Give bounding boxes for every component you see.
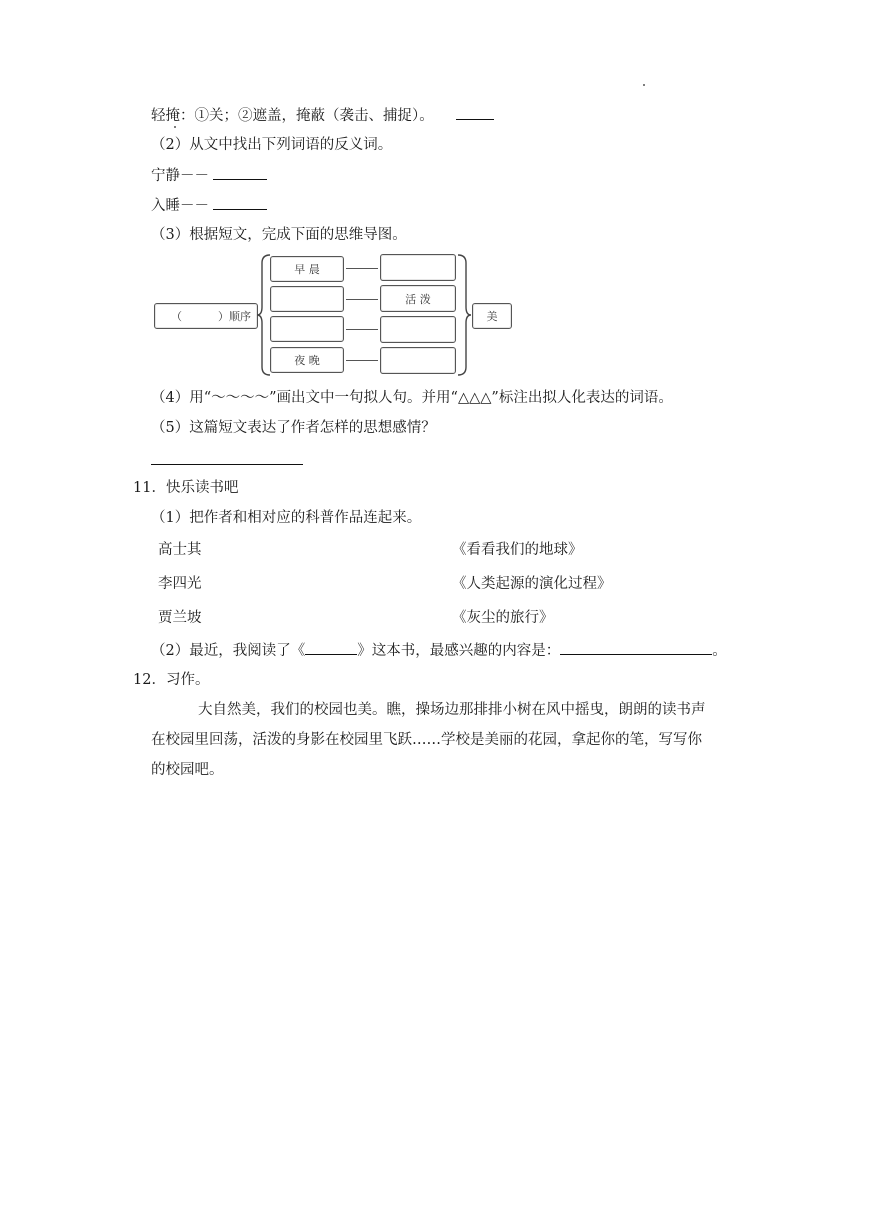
- q10-sub2: （2）从文中找出下列词语的反义词。: [151, 137, 393, 153]
- mindmap-left-box-4: [270, 347, 344, 373]
- antonym-ningjing-label: 宁静－－: [151, 168, 209, 184]
- mindmap-root-open: （: [171, 310, 182, 323]
- mindmap-right-box-3[interactable]: [380, 316, 456, 343]
- antonym-rushui-blank[interactable]: [213, 195, 267, 210]
- q12-paragraph-line-2: 在校园里回荡，活泼的身影在校园里飞跃……学校是美丽的花园，拿起你的笔，写写你: [151, 732, 702, 748]
- q10-sub5-answer-line[interactable]: [151, 450, 303, 465]
- mindmap-right-box-2: [380, 285, 456, 312]
- author-3[interactable]: 贾兰坡: [158, 610, 202, 626]
- mindmap-left-box-1-label: 早 晨: [294, 263, 320, 276]
- work-2[interactable]: 《人类起源的演化过程》: [452, 576, 612, 592]
- author-1[interactable]: 高士其: [158, 542, 202, 558]
- work-1[interactable]: 《看看我们的地球》: [452, 542, 583, 558]
- q10-sub4: （4）用“～～～～”画出文中一句拟人句。并用“△△△”标注出拟人化表达的词语。: [151, 390, 673, 406]
- antonym-ningjing: [151, 165, 267, 186]
- q11-title: 11．快乐读书吧: [133, 480, 239, 496]
- mindmap-connector-4: [346, 360, 378, 361]
- q11-sub2-text-b: 》这本书，最感兴趣的内容是：: [357, 643, 561, 659]
- mindmap-root-close: ）顺序: [218, 310, 251, 323]
- qingyan-text: 轻掩：①关；②遮盖，掩蔽（袭击、捕捉）。: [151, 108, 434, 124]
- work-3[interactable]: 《灰尘的旅行》: [452, 610, 554, 626]
- qingyan-definition: [151, 105, 494, 126]
- emphasis-dot: [174, 126, 176, 128]
- q12-title: 12．习作。: [133, 672, 210, 688]
- mindmap-result-label: 美: [486, 310, 498, 323]
- antonym-rushui-label: 入睡－－: [151, 198, 209, 214]
- stray-dot: [643, 84, 645, 86]
- q10-sub3: （3）根据短文，完成下面的思维导图。: [151, 227, 407, 243]
- mindmap-connector-2: [346, 299, 378, 300]
- mindmap-connector-1: [346, 268, 378, 269]
- q11-sub2-text-a: （2）最近，我阅读了《: [151, 643, 306, 659]
- author-2[interactable]: 李四光: [158, 576, 202, 592]
- q11-sub2-text-c: 。: [712, 643, 727, 659]
- book-title-blank[interactable]: [305, 640, 357, 655]
- mindmap-left-box-3[interactable]: [270, 316, 344, 342]
- mindmap-right-box-4[interactable]: [380, 347, 456, 374]
- mindmap-connector-3: [346, 329, 378, 330]
- mindmap-left-box-2[interactable]: [270, 286, 344, 312]
- q12-paragraph-line-1: 大自然美，我们的校园也美。瞧，操场边那排排小树在风中摇曳，朗朗的读书声: [198, 702, 706, 718]
- mindmap-root-box[interactable]: [154, 303, 258, 329]
- qingyan-answer-blank[interactable]: [456, 105, 494, 120]
- mindmap-left-box-4-label: 夜 晚: [294, 354, 320, 367]
- interest-blank[interactable]: [560, 640, 712, 655]
- q11-sub2: [151, 640, 727, 661]
- antonym-ningjing-blank[interactable]: [213, 165, 267, 180]
- q10-sub5: （5）这篇短文表达了作者怎样的思想感情？: [151, 420, 436, 436]
- antonym-rushui: [151, 195, 267, 216]
- mindmap-result-box: [472, 303, 512, 329]
- mindmap-right-box-2-label: 活 泼: [405, 292, 431, 306]
- mindmap-right-brace: [456, 253, 472, 377]
- q12-paragraph-line-3: 的校园吧。: [151, 762, 224, 778]
- mindmap-right-box-1[interactable]: [380, 254, 456, 281]
- q11-sub1: （1）把作者和相对应的科普作品连起来。: [151, 510, 422, 526]
- mindmap-left-box-1: [270, 256, 344, 282]
